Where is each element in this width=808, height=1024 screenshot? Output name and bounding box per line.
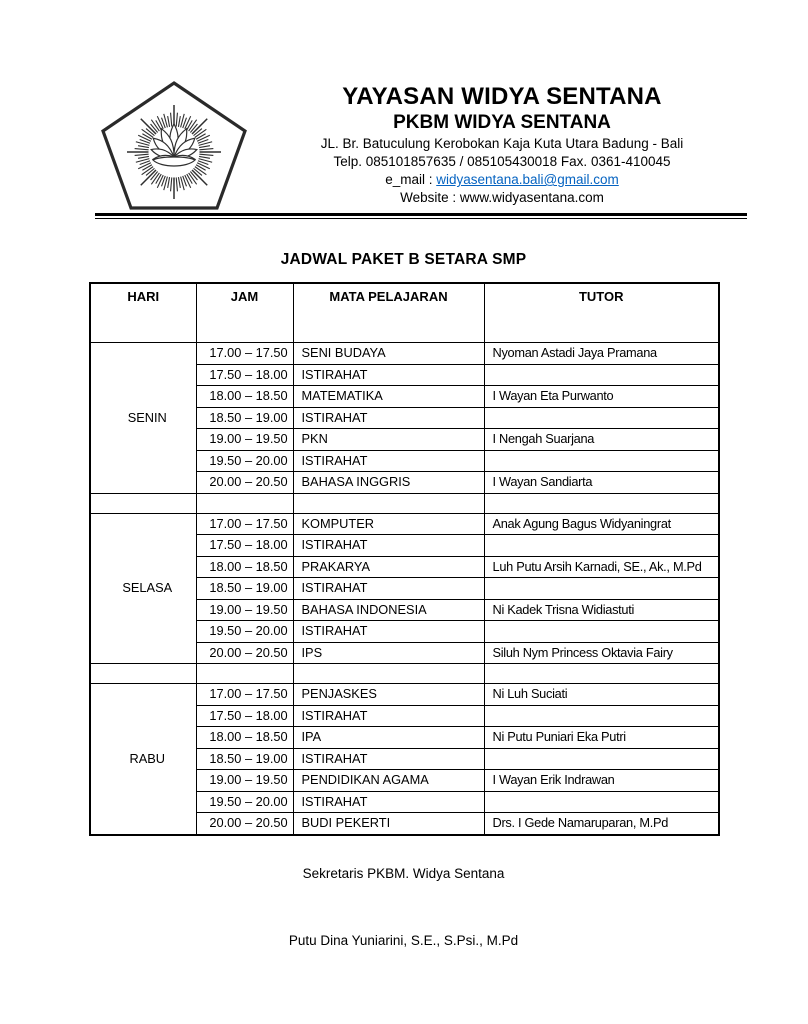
- time-cell: 18.50 – 19.00: [196, 407, 293, 429]
- time-cell: 19.00 – 19.50: [196, 599, 293, 621]
- time-cell: 18.00 – 18.50: [196, 727, 293, 749]
- time-cell: 17.00 – 17.50: [196, 513, 293, 535]
- day-label: RABU: [90, 684, 196, 835]
- subject-cell: BAHASA INGGRIS: [293, 472, 484, 494]
- time-cell: 18.50 – 19.00: [196, 748, 293, 770]
- subject-cell: KOMPUTER: [293, 513, 484, 535]
- subject-cell: PKN: [293, 429, 484, 451]
- tutor-cell: Ni Putu Puniari Eka Putri: [484, 727, 719, 749]
- tutor-cell: Ni Luh Suciati: [484, 684, 719, 706]
- spacer-cell: [196, 493, 293, 513]
- subject-cell: ISTIRAHAT: [293, 450, 484, 472]
- schedule-row: [90, 684, 719, 706]
- email-link[interactable]: widyasentana.bali@gmail.com: [436, 172, 619, 187]
- subject-cell: ISTIRAHAT: [293, 621, 484, 643]
- subject-cell: PRAKARYA: [293, 556, 484, 578]
- subject-cell: BAHASA INDONESIA: [293, 599, 484, 621]
- subject-cell: ISTIRAHAT: [293, 535, 484, 557]
- time-cell: 17.50 – 18.00: [196, 535, 293, 557]
- tutor-cell: Luh Putu Arsih Karnadi, SE., Ak., M.Pd: [484, 556, 719, 578]
- email-label: e_mail :: [385, 172, 437, 187]
- time-cell: 18.00 – 18.50: [196, 386, 293, 408]
- time-cell: 19.50 – 20.00: [196, 621, 293, 643]
- org-phone: Telp. 085101857635 / 085105430018 Fax. 0361-410045: [333, 154, 671, 169]
- letterhead-divider: [95, 213, 747, 219]
- subject-cell: ISTIRAHAT: [293, 705, 484, 727]
- day-label: SELASA: [90, 513, 196, 664]
- subject-cell: ISTIRAHAT: [293, 791, 484, 813]
- time-cell: 19.50 – 20.00: [196, 450, 293, 472]
- tutor-cell: Nyoman Astadi Jaya Pramana: [484, 343, 719, 365]
- column-header: MATA PELAJARAN: [293, 283, 484, 343]
- spacer-row: [90, 664, 719, 684]
- tutor-cell: I Wayan Sandiarta: [484, 472, 719, 494]
- unit-name: PKBM WIDYA SENTANA: [393, 112, 611, 133]
- time-cell: 17.00 – 17.50: [196, 684, 293, 706]
- org-address: JL. Br. Batuculung Kerobokan Kaja Kuta Utara Badung - Bali: [320, 136, 684, 151]
- tutor-cell: [484, 407, 719, 429]
- time-cell: 19.00 – 19.50: [196, 770, 293, 792]
- tutor-cell: [484, 364, 719, 386]
- schedule-row: [90, 343, 719, 365]
- tutor-cell: [484, 535, 719, 557]
- time-cell: 18.00 – 18.50: [196, 556, 293, 578]
- signature-name: Putu Dina Yuniarini, S.E., S.Psi., M.Pd: [288, 933, 519, 948]
- time-cell: 20.00 – 20.50: [196, 642, 293, 664]
- letterhead-text: [258, 84, 746, 207]
- tutor-cell: I Nengah Suarjana: [484, 429, 719, 451]
- subject-cell: ISTIRAHAT: [293, 578, 484, 600]
- spacer-cell: [90, 664, 196, 684]
- column-header: TUTOR: [484, 283, 719, 343]
- subject-cell: BUDI PEKERTI: [293, 813, 484, 835]
- tutor-cell: [484, 705, 719, 727]
- subject-cell: ISTIRAHAT: [293, 748, 484, 770]
- org-website: Website : www.widyasentana.com: [400, 190, 604, 205]
- spacer-cell: [484, 493, 719, 513]
- tutor-cell: Ni Kadek Trisna Widiastuti: [484, 599, 719, 621]
- signature-role: Sekretaris PKBM. Widya Sentana: [302, 866, 505, 881]
- time-cell: 18.50 – 19.00: [196, 578, 293, 600]
- day-label: SENIN: [90, 343, 196, 494]
- spacer-row: [90, 493, 719, 513]
- spacer-cell: [484, 664, 719, 684]
- org-logo-icon: [98, 80, 250, 212]
- time-cell: 19.00 – 19.50: [196, 429, 293, 451]
- tutor-cell: Siluh Nym Princess Oktavia Fairy: [484, 642, 719, 664]
- tutor-cell: [484, 578, 719, 600]
- subject-cell: IPS: [293, 642, 484, 664]
- subject-cell: ISTIRAHAT: [293, 407, 484, 429]
- time-cell: 20.00 – 20.50: [196, 472, 293, 494]
- tutor-cell: [484, 791, 719, 813]
- subject-cell: MATEMATIKA: [293, 386, 484, 408]
- tutor-cell: I Wayan Eta Purwanto: [484, 386, 719, 408]
- subject-cell: ISTIRAHAT: [293, 364, 484, 386]
- spacer-cell: [293, 664, 484, 684]
- spacer-cell: [90, 493, 196, 513]
- tutor-cell: [484, 748, 719, 770]
- lotus-flower: [150, 124, 198, 166]
- time-cell: 19.50 – 20.00: [196, 791, 293, 813]
- subject-cell: PENJASKES: [293, 684, 484, 706]
- subject-cell: IPA: [293, 727, 484, 749]
- time-cell: 17.00 – 17.50: [196, 343, 293, 365]
- time-cell: 17.50 – 18.00: [196, 364, 293, 386]
- subject-cell: PENDIDIKAN AGAMA: [293, 770, 484, 792]
- column-header: JAM: [196, 283, 293, 343]
- org-name: YAYASAN WIDYA SENTANA: [342, 83, 662, 110]
- tutor-cell: Drs. I Gede Namaruparan, M.Pd: [484, 813, 719, 835]
- subject-cell: SENI BUDAYA: [293, 343, 484, 365]
- page-title: JADWAL PAKET B SETARA SMP: [280, 251, 527, 268]
- schedule-row: [90, 513, 719, 535]
- column-header: HARI: [90, 283, 196, 343]
- spacer-cell: [196, 664, 293, 684]
- time-cell: 17.50 – 18.00: [196, 705, 293, 727]
- time-cell: 20.00 – 20.50: [196, 813, 293, 835]
- tutor-cell: I Wayan Erik Indrawan: [484, 770, 719, 792]
- tutor-cell: Anak Agung Bagus Widyaningrat: [484, 513, 719, 535]
- schedule-table: [89, 282, 720, 836]
- org-email-line: [258, 171, 746, 189]
- tutor-cell: [484, 621, 719, 643]
- header-row: [90, 283, 719, 343]
- tutor-cell: [484, 450, 719, 472]
- spacer-cell: [293, 493, 484, 513]
